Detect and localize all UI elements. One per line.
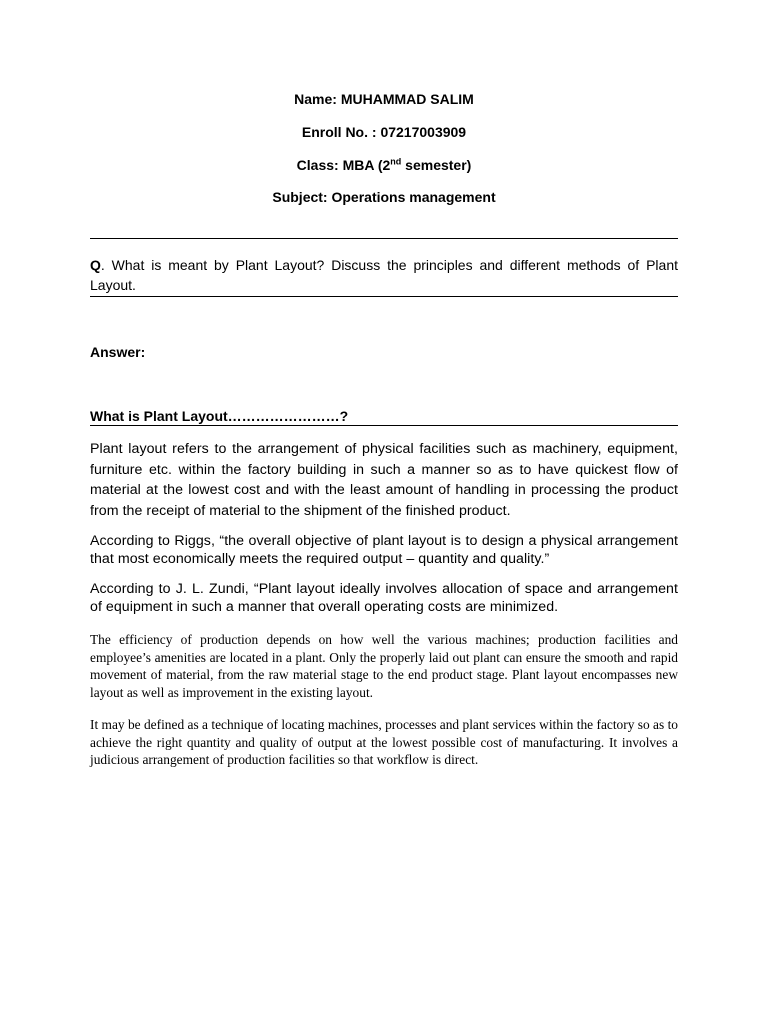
question-top-rule [90, 238, 678, 239]
question-label: Q [90, 257, 101, 273]
question-body: . What is meant by Plant Layout? Discuss the principles and different methods of Plant Layout. [90, 257, 678, 293]
class-suffix: semester) [401, 157, 472, 173]
enroll-number: Enroll No. : 07217003909 [301, 124, 467, 140]
document-page [90, 0, 678, 769]
paragraph-technique: It may be defined as a technique of locating machines, processes and plant services within the factory so as to achieve the right quantity and quality of output at the lowest possible cost of manufacturing. It involves a judicious arrangement of production facilities so that workflow is direct. [90, 717, 678, 767]
answer-label: Answer: [90, 344, 146, 360]
paragraph-riggs: According to Riggs, “the overall objective of plant layout is to design a physical arrangement that most economically meets the required output – quantity and quality.” [90, 533, 678, 567]
section-heading: What is Plant Layout……………………? [90, 408, 678, 426]
class-prefix: Class: MBA (2 [296, 157, 391, 173]
paragraph-definition: Plant layout refers to the arrangement of physical facilities such as machinery, equipment, furniture etc. within the factory building in such a manner so as to have quickest flow of material at the lowest cost and with the least amount of handling in processing the product from the receipt of material to the shipment of the finished product. [90, 441, 678, 519]
student-name: Name: MUHAMMAD SALIM [294, 91, 474, 107]
question-bottom-rule [90, 296, 678, 297]
subject-line: Subject: Operations management [272, 189, 496, 205]
paragraph-zundi: According to J. L. Zundi, “Plant layout ideally involves allocation of space and arrangement of equipment in such a manner that overall operating costs are minimized. [90, 581, 678, 615]
class-superscript: nd [390, 156, 402, 167]
paragraph-efficiency: The efficiency of production depends on how well the various machines; production facilities and employee’s amenities are located in a plant. Only the properly laid out plant can ensure the smooth and rapid movement of material, from the raw material stage to the end product stage. Plant layout encompasses new layout as well as improvement in the existing layout. [90, 632, 678, 700]
class-line [90, 157, 678, 173]
question-text [90, 255, 678, 295]
